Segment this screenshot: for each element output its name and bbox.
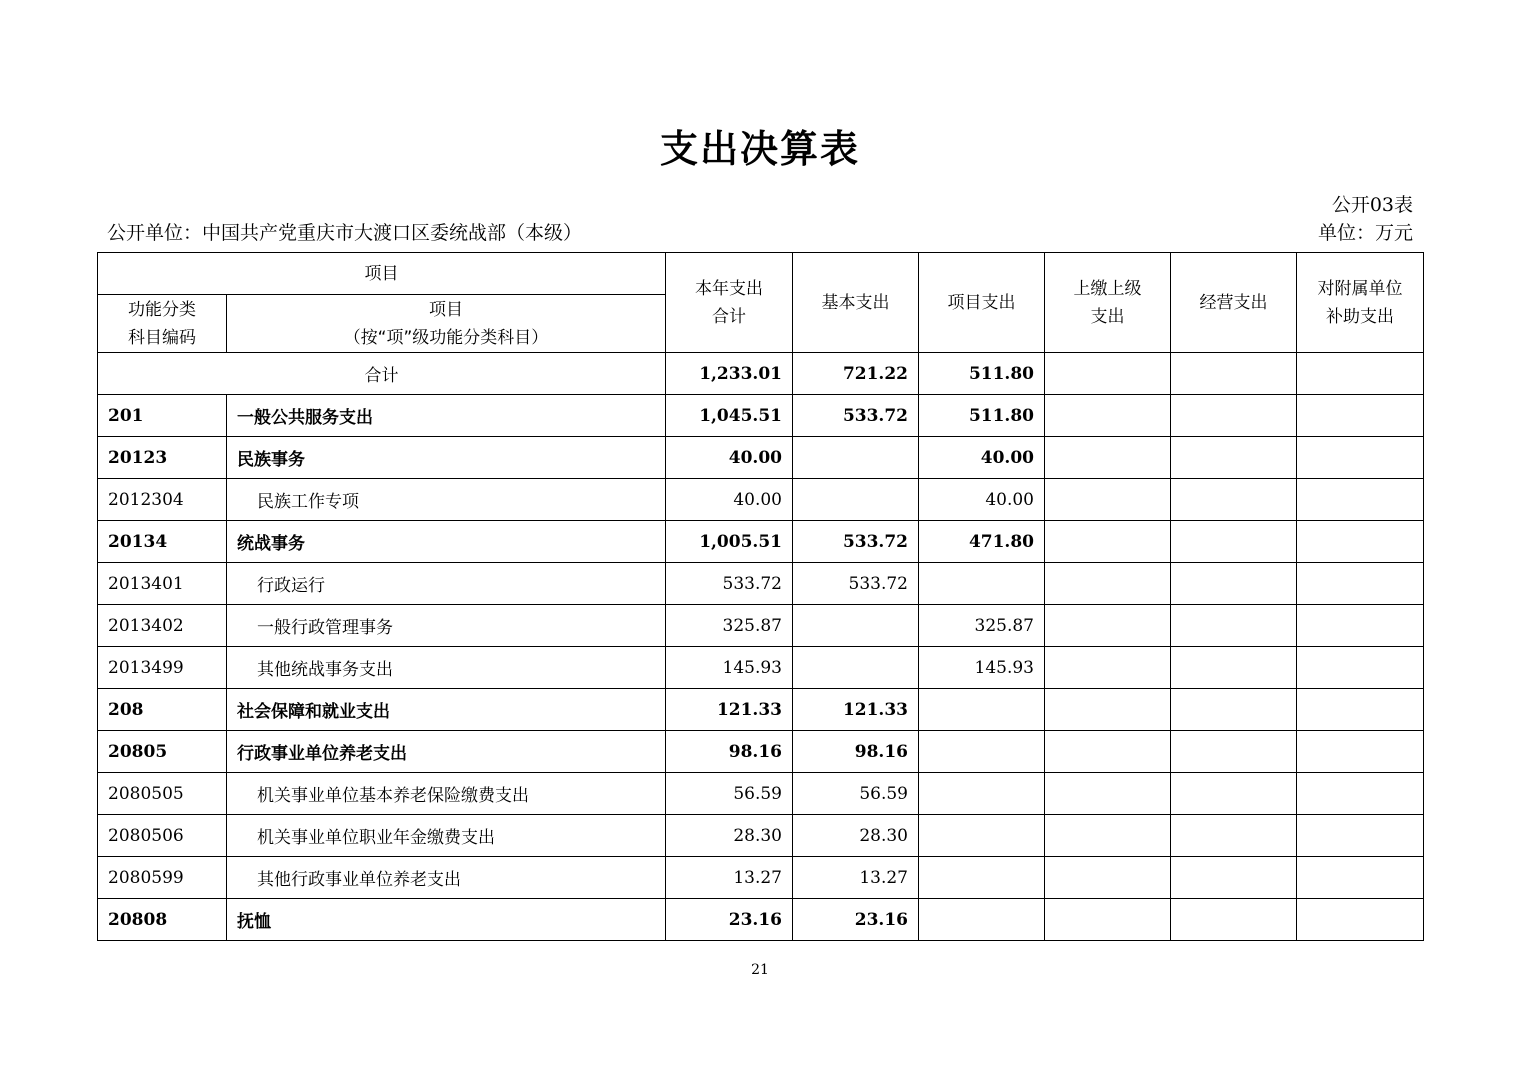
row-total: 40.00 [666, 479, 793, 521]
row-project [919, 689, 1045, 731]
table-row [98, 899, 1424, 941]
row-upper [1045, 647, 1171, 689]
row-basic: 533.72 [793, 521, 919, 563]
row-subsidy [1297, 899, 1424, 941]
row-subsidy [1297, 605, 1424, 647]
row-name: 一般公共服务支出 [227, 395, 666, 437]
row-basic: 56.59 [793, 773, 919, 815]
row-name: 民族工作专项 [227, 479, 666, 521]
row-project: 40.00 [919, 479, 1045, 521]
row-name: 社会保障和就业支出 [227, 689, 666, 731]
row-basic: 121.33 [793, 689, 919, 731]
row-total: 1,005.51 [666, 521, 793, 563]
row-subsidy [1297, 731, 1424, 773]
unit-label: 单位：万元 [1317, 222, 1413, 244]
table-row [98, 689, 1424, 731]
row-name: 其他统战事务支出 [227, 647, 666, 689]
total-subsidy [1297, 353, 1424, 395]
row-name: 一般行政管理事务 [227, 605, 666, 647]
row-total: 325.87 [666, 605, 793, 647]
row-project [919, 815, 1045, 857]
row-business [1171, 521, 1297, 563]
header-code: 功能分类 科目编码 [98, 295, 227, 353]
row-name: 行政事业单位养老支出 [227, 731, 666, 773]
row-total: 533.72 [666, 563, 793, 605]
row-basic [793, 479, 919, 521]
row-project [919, 899, 1045, 941]
row-upper [1045, 857, 1171, 899]
row-project: 511.80 [919, 395, 1045, 437]
row-business [1171, 605, 1297, 647]
table-row [98, 605, 1424, 647]
row-basic: 533.72 [793, 563, 919, 605]
row-project: 325.87 [919, 605, 1045, 647]
table-row [98, 521, 1424, 563]
row-name: 机关事业单位职业年金缴费支出 [227, 815, 666, 857]
row-basic: 23.16 [793, 899, 919, 941]
row-business [1171, 857, 1297, 899]
row-project [919, 857, 1045, 899]
table-row [98, 773, 1424, 815]
header-project-group: 项目 [98, 253, 666, 295]
row-subsidy [1297, 857, 1424, 899]
row-code: 20134 [98, 521, 227, 563]
row-code: 20808 [98, 899, 227, 941]
header-basic: 基本支出 [793, 253, 919, 353]
row-upper [1045, 563, 1171, 605]
header-name: 项目 （按“项”级功能分类科目） [227, 295, 666, 353]
row-business [1171, 815, 1297, 857]
row-basic: 28.30 [793, 815, 919, 857]
row-basic: 533.72 [793, 395, 919, 437]
row-total: 40.00 [666, 437, 793, 479]
row-subsidy [1297, 563, 1424, 605]
row-code: 2080505 [98, 773, 227, 815]
row-business [1171, 437, 1297, 479]
row-basic [793, 605, 919, 647]
row-subsidy [1297, 689, 1424, 731]
row-name: 民族事务 [227, 437, 666, 479]
row-total: 145.93 [666, 647, 793, 689]
row-upper [1045, 815, 1171, 857]
row-business [1171, 563, 1297, 605]
row-business [1171, 479, 1297, 521]
row-code: 2013499 [98, 647, 227, 689]
row-subsidy [1297, 521, 1424, 563]
row-upper [1045, 437, 1171, 479]
row-total: 23.16 [666, 899, 793, 941]
row-total: 13.27 [666, 857, 793, 899]
row-business [1171, 899, 1297, 941]
row-project [919, 563, 1045, 605]
row-project: 40.00 [919, 437, 1045, 479]
row-upper [1045, 899, 1171, 941]
row-upper [1045, 395, 1171, 437]
total-business [1171, 353, 1297, 395]
row-upper [1045, 689, 1171, 731]
row-name: 其他行政事业单位养老支出 [227, 857, 666, 899]
form-number: 公开03表 [1331, 194, 1413, 216]
row-code: 2012304 [98, 479, 227, 521]
table-row [98, 857, 1424, 899]
row-subsidy [1297, 437, 1424, 479]
row-project: 471.80 [919, 521, 1045, 563]
total-upper [1045, 353, 1171, 395]
header-total: 本年支出 合计 [666, 253, 793, 353]
row-name: 行政运行 [227, 563, 666, 605]
header-upper: 上缴上级 支出 [1045, 253, 1171, 353]
total-basic: 721.22 [793, 353, 919, 395]
total-label: 合计 [98, 353, 666, 395]
table-row [98, 437, 1424, 479]
row-total: 98.16 [666, 731, 793, 773]
table-row-total [98, 353, 1424, 395]
row-upper [1045, 479, 1171, 521]
row-code: 2013401 [98, 563, 227, 605]
table-row [98, 479, 1424, 521]
row-code: 20805 [98, 731, 227, 773]
row-project: 145.93 [919, 647, 1045, 689]
row-total: 1,045.51 [666, 395, 793, 437]
table-row [98, 815, 1424, 857]
row-upper [1045, 605, 1171, 647]
table-row [98, 647, 1424, 689]
table-row [98, 731, 1424, 773]
row-upper [1045, 731, 1171, 773]
row-upper [1045, 521, 1171, 563]
row-total: 56.59 [666, 773, 793, 815]
total-total: 1,233.01 [666, 353, 793, 395]
expenditure-table [97, 252, 1424, 941]
row-name: 统战事务 [227, 521, 666, 563]
total-project: 511.80 [919, 353, 1045, 395]
row-business [1171, 689, 1297, 731]
row-project [919, 773, 1045, 815]
row-total: 121.33 [666, 689, 793, 731]
row-business [1171, 395, 1297, 437]
row-code: 2080599 [98, 857, 227, 899]
row-business [1171, 773, 1297, 815]
row-project [919, 731, 1045, 773]
row-code: 20123 [98, 437, 227, 479]
page-title: 支出决算表 [659, 127, 860, 171]
page-number: 21 [751, 962, 769, 978]
table-row [98, 395, 1424, 437]
row-basic: 98.16 [793, 731, 919, 773]
row-basic [793, 647, 919, 689]
organization-label: 公开单位：中国共产党重庆市大渡口区委统战部（本级） [107, 222, 583, 244]
header-subsidy: 对附属单位 补助支出 [1297, 253, 1424, 353]
row-name: 抚恤 [227, 899, 666, 941]
row-subsidy [1297, 479, 1424, 521]
row-subsidy [1297, 647, 1424, 689]
header-project: 项目支出 [919, 253, 1045, 353]
row-basic [793, 437, 919, 479]
row-subsidy [1297, 773, 1424, 815]
row-code: 201 [98, 395, 227, 437]
row-name: 机关事业单位基本养老保险缴费支出 [227, 773, 666, 815]
table-row [98, 563, 1424, 605]
row-upper [1045, 773, 1171, 815]
row-subsidy [1297, 815, 1424, 857]
row-business [1171, 731, 1297, 773]
row-total: 28.30 [666, 815, 793, 857]
row-subsidy [1297, 395, 1424, 437]
row-basic: 13.27 [793, 857, 919, 899]
row-code: 2080506 [98, 815, 227, 857]
row-code: 2013402 [98, 605, 227, 647]
header-business: 经营支出 [1171, 253, 1297, 353]
row-code: 208 [98, 689, 227, 731]
row-business [1171, 647, 1297, 689]
